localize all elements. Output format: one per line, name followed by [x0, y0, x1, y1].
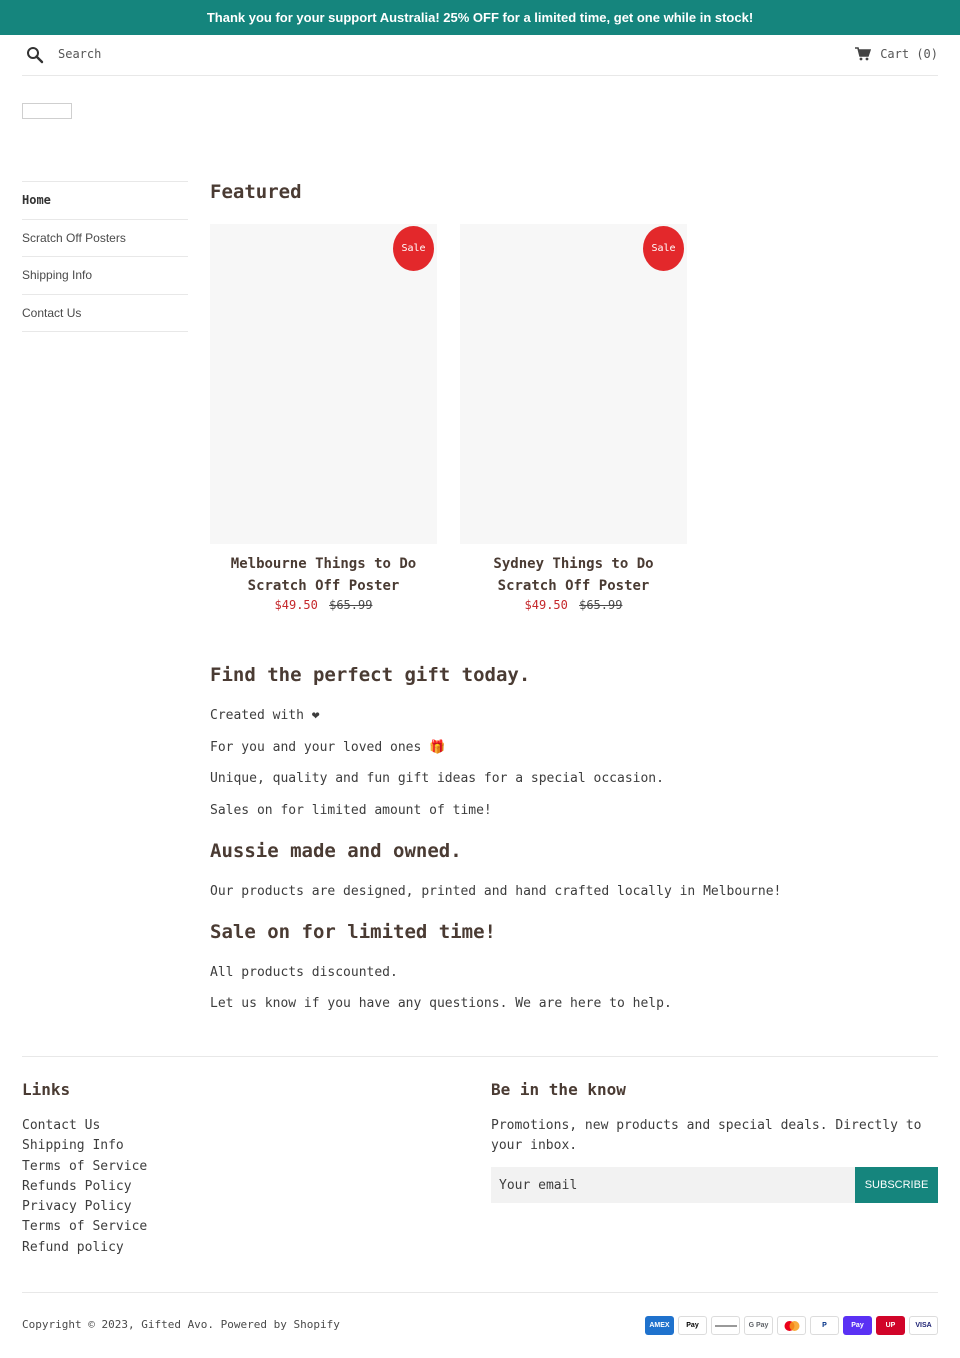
footer-link-refunds-policy[interactable]: Refunds Policy [22, 1178, 132, 1194]
search-input[interactable] [58, 43, 358, 65]
copyright-text: Copyright © 2023, Gifted Avo. Powered by Shopify [22, 1318, 340, 1331]
footer-links-title: Links [22, 1080, 71, 1099]
payment-label: Pay [851, 1322, 864, 1329]
product-prices [210, 598, 437, 612]
sale-price: $49.50 [274, 598, 318, 612]
payment-label: P [822, 1322, 827, 1329]
product-image[interactable] [210, 224, 437, 544]
paragraph: Sales on for limited amount of time! [210, 802, 492, 818]
sidebar-item-scratch-off-posters[interactable] [22, 220, 188, 258]
cart-icon [855, 47, 871, 61]
apple-pay-icon [678, 1316, 707, 1335]
product-card [210, 224, 437, 612]
cart-label: Cart (0) [880, 47, 938, 61]
sidebar-nav [22, 181, 188, 332]
sidebar-item-shipping-info[interactable] [22, 257, 188, 295]
footer-links-list [22, 1116, 147, 1258]
paypal-icon [810, 1316, 839, 1335]
sale-badge: Sale [393, 226, 434, 271]
paragraph: Created with ❤ [210, 708, 320, 723]
product-name[interactable]: Sydney Things to Do Scratch Off Poster [493, 556, 654, 594]
footer-divider [22, 1056, 938, 1057]
compare-price: $65.99 [579, 598, 623, 612]
visa-icon [909, 1316, 938, 1335]
product-image[interactable] [460, 224, 687, 544]
section-heading: Aussie made and owned. [210, 839, 462, 862]
footer-link-refund-policy[interactable]: Refund policy [22, 1239, 124, 1255]
product-card [460, 224, 687, 612]
sidebar-item-label: Scratch Off Posters [22, 230, 126, 245]
announcement-bar [0, 0, 960, 35]
site-logo[interactable] [22, 103, 72, 119]
newsletter-title: Be in the know [491, 1080, 626, 1099]
search-icon[interactable] [26, 46, 44, 64]
product-prices [460, 598, 687, 612]
paragraph: Unique, quality and fun gift ideas for a special occasion. [210, 771, 664, 786]
footer-link-terms-of-service[interactable]: Terms of Service [22, 1158, 148, 1174]
payment-label: Pay [686, 1322, 699, 1329]
email-field[interactable] [491, 1167, 855, 1203]
payment-label: G Pay [748, 1322, 769, 1329]
newsletter-form [491, 1167, 938, 1203]
sale-badge: Sale [643, 226, 684, 271]
cart-link[interactable] [855, 47, 938, 61]
google-pay-icon [744, 1316, 773, 1335]
footer-divider-bottom [22, 1292, 938, 1293]
paragraph: All products discounted. [210, 964, 398, 980]
payment-label: UP [885, 1322, 896, 1329]
footer-link-terms-of-service-2[interactable]: Terms of Service [22, 1219, 148, 1235]
footer-link-shipping-info[interactable]: Shipping Info [22, 1138, 124, 1154]
section-heading: Sale on for limited time! [210, 920, 496, 943]
footer-newsletter-column [491, 1078, 938, 1208]
sale-price: $49.50 [524, 598, 568, 612]
product-name[interactable]: Melbourne Things to Do Scratch Off Poster [230, 556, 417, 594]
footer-links-column [22, 1078, 147, 1258]
sidebar-item-home[interactable] [22, 182, 188, 220]
mastercard-icon [777, 1316, 806, 1335]
payment-label: VISA [915, 1322, 932, 1329]
newsletter-text: Promotions, new products and special deals. Directly to your inbox. [491, 1118, 922, 1153]
sidebar-item-label: Home [22, 193, 51, 208]
footer-link-privacy-policy[interactable]: Privacy Policy [22, 1199, 132, 1215]
announcement-text: Thank you for your support Australia! 25% OFF for a limited time, get one while in stock! [206, 10, 754, 25]
paragraph: For you and your loved ones 🎁 [210, 739, 446, 755]
subscribe-button[interactable]: SUBSCRIBE [855, 1167, 938, 1203]
unionpay-icon [876, 1316, 905, 1335]
rich-text-section [210, 660, 930, 1026]
sidebar-item-label: Contact Us [22, 305, 82, 320]
footer-link-contact-us[interactable]: Contact Us [22, 1118, 101, 1133]
compare-price: $65.99 [329, 598, 373, 612]
amex-icon [645, 1316, 674, 1335]
header-bar [22, 36, 938, 76]
paragraph: Let us know if you have any questions. We are here to help. [210, 996, 672, 1011]
payment-icons [645, 1316, 938, 1335]
sidebar-item-contact-us[interactable] [22, 295, 188, 333]
shop-pay-icon [843, 1316, 872, 1335]
featured-title: Featured [210, 181, 302, 203]
payment-label: AMEX [649, 1322, 670, 1329]
diners-icon [711, 1316, 740, 1335]
sidebar-item-label: Shipping Info [22, 268, 93, 283]
paragraph: Our products are designed, printed and hand crafted locally in Melbourne! [210, 883, 782, 899]
section-heading: Find the perfect gift today. [210, 664, 531, 686]
